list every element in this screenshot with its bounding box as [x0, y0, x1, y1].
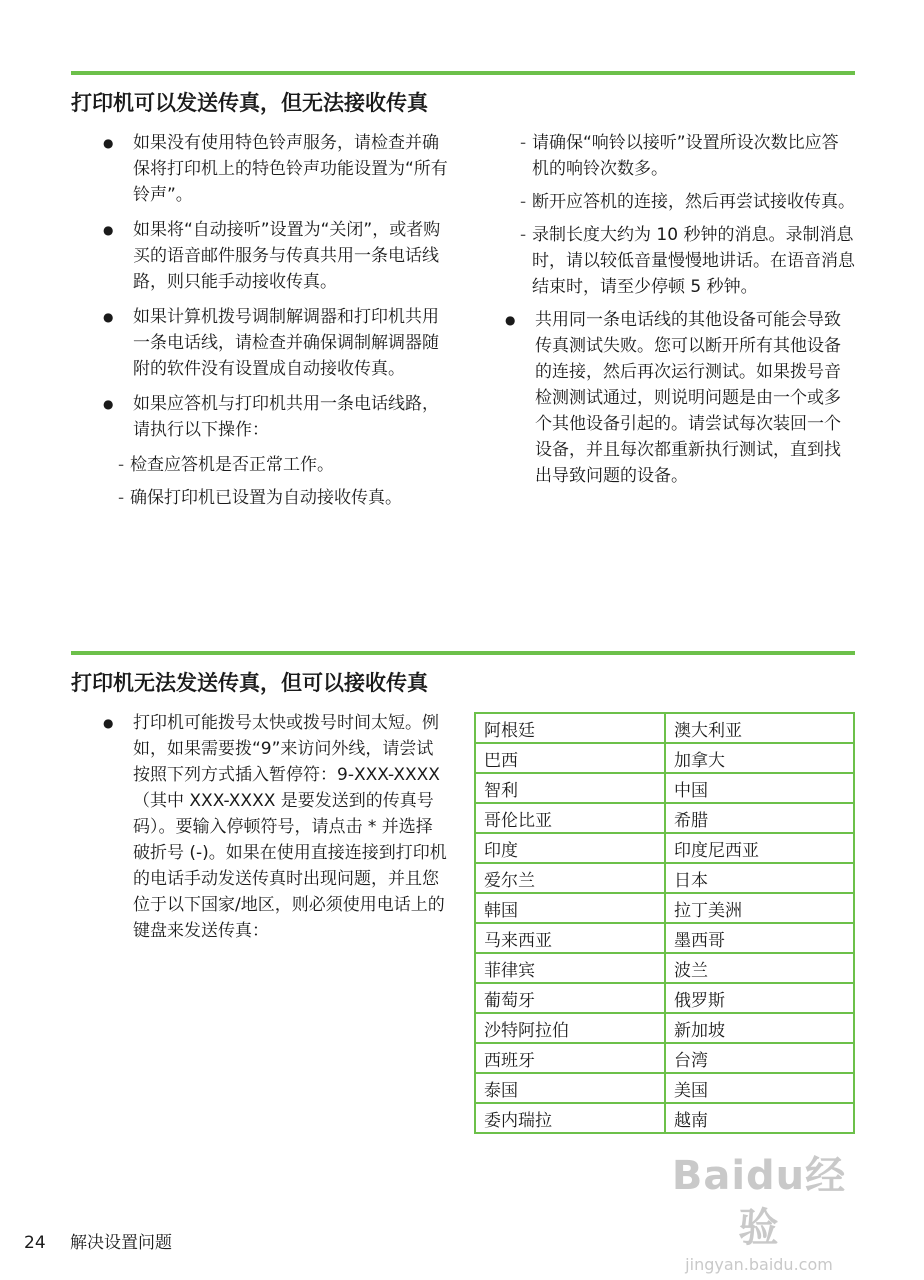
list-item: ● 打印机可能拨号太快或拨号时间太短。例如，如果需要拨“9”来访问外线，请尝试按照下列方式插入暂停符：9-XXX-XXXX（其中 XXX-XXXX 是要发送到的传真号码）。要输入停顿符号，请点击 * 并选择破折号 (-)。如果在使用直接连接到打印机的电话手动发送传真时出现问题，并且您位于以下国家/地区，则必须使用电话上的键盘来发送传真： — [103, 710, 449, 944]
table-row — [475, 1043, 854, 1073]
table-cell: 巴西 — [475, 743, 665, 773]
table-cell: 韩国 — [475, 893, 665, 923]
table-row — [475, 1073, 854, 1103]
table-row — [475, 1013, 854, 1043]
list-item: ● 共用同一条电话线的其他设备可能会导致传真测试失败。您可以断开所有其他设备的连接，然后再次运行测试。如果拨号音检测测试通过，则说明问题是由一个或多个其他设备引起的。请尝试每次装回一个设备，并且每次都重新执行测试，直到找出导致问题的设备。 — [505, 307, 855, 489]
page-number: 24 — [24, 1233, 46, 1253]
list-item: ● 如果将“自动接听”设置为“关闭”，或者购买的语音邮件服务与传真共用一条电话线路，则只能手动接收传真。 — [103, 217, 449, 295]
sub-list-item: - 录制长度大约为 10 秒钟的消息。录制消息时，请以较低音量慢慢地讲话。在语音消息结束时，请至少停顿 5 秒钟。 — [520, 222, 855, 300]
table-cell: 加拿大 — [665, 743, 854, 773]
table-cell: 俄罗斯 — [665, 983, 854, 1013]
sub-list-item: - 断开应答机的连接，然后再尝试接收传真。 — [520, 189, 855, 215]
table-cell: 新加坡 — [665, 1013, 854, 1043]
table-cell: 中国 — [665, 773, 854, 803]
table-cell: 日本 — [665, 863, 854, 893]
watermark-logo: Baidu经验 — [671, 1153, 847, 1251]
table-row — [475, 923, 854, 953]
section1-left-column — [103, 130, 449, 518]
table-cell: 马来西亚 — [475, 923, 665, 953]
table-row — [475, 893, 854, 923]
sub-list-item: - 请确保“响铃以接听”设置所设次数比应答机的响铃次数多。 — [520, 130, 855, 182]
footer-section-name: 解决设置问题 — [70, 1233, 172, 1253]
table-cell: 菲律宾 — [475, 953, 665, 983]
table-cell: 墨西哥 — [665, 923, 854, 953]
section1-right-column — [505, 130, 855, 498]
table-cell: 波兰 — [665, 953, 854, 983]
table-cell: 沙特阿拉伯 — [475, 1013, 665, 1043]
baidu-watermark — [654, 1150, 864, 1274]
section1-rule — [71, 71, 855, 75]
table-cell: 越南 — [665, 1103, 854, 1133]
section2-rule — [71, 651, 855, 655]
watermark-url: jingyan.baidu.com — [685, 1255, 833, 1274]
table-cell: 印度 — [475, 833, 665, 863]
table-row — [475, 773, 854, 803]
page-footer — [24, 1231, 172, 1255]
table-cell: 爱尔兰 — [475, 863, 665, 893]
table-row — [475, 803, 854, 833]
table-row — [475, 743, 854, 773]
table-cell: 美国 — [665, 1073, 854, 1103]
table-cell: 智利 — [475, 773, 665, 803]
table-cell: 阿根廷 — [475, 713, 665, 743]
section1-title: 打印机可以发送传真，但无法接收传真 — [71, 91, 428, 115]
table-row — [475, 1103, 854, 1133]
table-row — [475, 983, 854, 1013]
table-cell: 台湾 — [665, 1043, 854, 1073]
sub-list-item: - 确保打印机已设置为自动接收传真。 — [118, 485, 449, 511]
table-row — [475, 713, 854, 743]
countries-table — [474, 712, 855, 1134]
table-row — [475, 863, 854, 893]
table-cell: 哥伦比亚 — [475, 803, 665, 833]
table-cell: 希腊 — [665, 803, 854, 833]
table-cell: 葡萄牙 — [475, 983, 665, 1013]
section2-title: 打印机无法发送传真，但可以接收传真 — [71, 671, 428, 695]
table-row — [475, 833, 854, 863]
list-item: ● 如果应答机与打印机共用一条电话线路，请执行以下操作： — [103, 391, 449, 443]
section2-left-column — [103, 710, 449, 953]
list-item: ● 如果计算机拨号调制解调器和打印机共用一条电话线，请检查并确保调制解调器随附的软件没有设置成自动接收传真。 — [103, 304, 449, 382]
table-cell: 澳大利亚 — [665, 713, 854, 743]
sub-list-item: - 检查应答机是否正常工作。 — [118, 452, 449, 478]
table-cell: 委内瑞拉 — [475, 1103, 665, 1133]
table-cell: 印度尼西亚 — [665, 833, 854, 863]
table-cell: 泰国 — [475, 1073, 665, 1103]
table-row — [475, 953, 854, 983]
list-item: ● 如果没有使用特色铃声服务，请检查并确保将打印机上的特色铃声功能设置为“所有铃声”。 — [103, 130, 449, 208]
table-cell: 拉丁美洲 — [665, 893, 854, 923]
table-cell: 西班牙 — [475, 1043, 665, 1073]
